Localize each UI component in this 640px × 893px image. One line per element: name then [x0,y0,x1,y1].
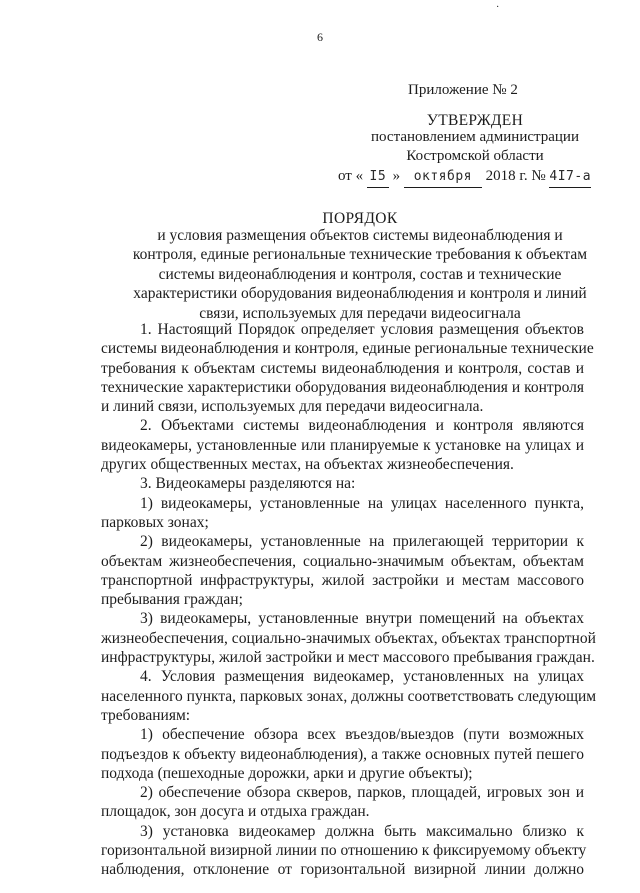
date-prefix: от « [338,168,364,184]
subtitle-line: и условия размещения объектов системы видеонаблюдения и [157,227,563,244]
body-line: 3) видеокамеры, установленные внутри помещений на объектах [140,610,584,628]
body-line: жизнеобеспечения, социально-значимых объектах, объектах транспортной [101,629,596,647]
document-title: ПОРЯДОК [322,210,398,227]
body-line: 2) обеспечение обзора скверов, парков, площадей, игровых зон и [140,784,584,802]
subtitle-line: характеристики оборудования видеонаблюдения и контроля и линий [133,285,587,303]
body-line: 3) установка видеокамер должна быть максимально близко к [140,822,584,840]
body-line: 3. Видеокамеры разделяются на: [140,475,356,493]
subtitle-line: системы видеонаблюдения и контроля, состав и технические [158,265,562,283]
body-line: требованиям: [101,706,191,724]
scan-dot: · [496,2,500,13]
approved-stamp: УТВЕРЖДЕН [426,112,524,129]
body-line: подъездов к объекту видеонаблюдения), а также основных путей пешего [101,745,584,763]
page-number: 6 [317,30,323,44]
body-line: и линий связи, используемых для передачи видеосигнала. [101,398,484,416]
body-line: 2) видеокамеры, установленные на прилегающей территории к [140,533,584,551]
body-line: других общественных местах, на объектах жизнеобеспечения. [101,456,514,474]
date-mid: » [392,168,401,184]
body-line: транспортной инфраструктуры, жилой застройки и местам массового [101,571,584,589]
body-line: 4. Условия размещения видеокамер, установленных на улицах [140,668,584,686]
body-line: подхода (пешеходные дорожки, арки и другие объекты); [101,764,473,782]
body-line: технические характеристики оборудования видеонаблюдения и контроля [101,378,584,396]
body-line: парковых зонах; [101,513,209,531]
body-line: площадок, зон досуга и отдыха граждан. [101,803,370,821]
body-line: системы видеонаблюдения и контроля, единые региональные технические [101,340,594,358]
body-line: 1. Настоящий Порядок определяет условия размещения объектов [140,321,584,338]
doc-number: 4I7-а [549,167,591,188]
body-line: 2. Объектами системы видеонаблюдения и контроля являются [140,417,584,435]
body-line: требования к объектам системы видеонаблюдения и контроля, состав и [101,359,584,377]
subtitle-line: связи, используемых для передачи видеосигнала [199,304,521,322]
body-line: пребывания граждан; [101,591,243,609]
date-month: октября [404,167,482,188]
date-year: 2018 г. № [485,168,546,184]
body-line: видеокамеры, установленные или планируемые к установке на улицах и [101,436,584,454]
body-line: объектам жизнеобеспечения, социально-значимым объектам, объектам [101,552,584,570]
resolution-line: постановлением администрации [371,129,579,145]
document-body [101,320,597,880]
document-subtitle [90,226,630,323]
body-line: 1) видеокамеры, установленные на улицах населенного пункта, [140,494,584,512]
date-day: I5 [367,167,389,188]
body-line: населенного пункта, парковых зонах, должны соответствовать следующим [101,687,597,705]
body-line: инфраструктуры, жилой застройки и мест массового пребывания граждан. [101,649,595,667]
body-line: наблюдения, отклонение от горизонтальной визирной линии должно [101,861,584,879]
region-line: Костромской области [406,148,544,164]
body-line: горизонтальной визирной линии по отношению к фиксируемому объекту [101,842,587,860]
appendix-label: Приложение № 2 [408,82,518,98]
date-line [338,166,591,188]
body-line: 1) обеспечение обзора всех въездов/выездов (пути возможных [140,726,584,744]
subtitle-line: контроля, единые региональные технические требования к объектам [132,246,588,264]
